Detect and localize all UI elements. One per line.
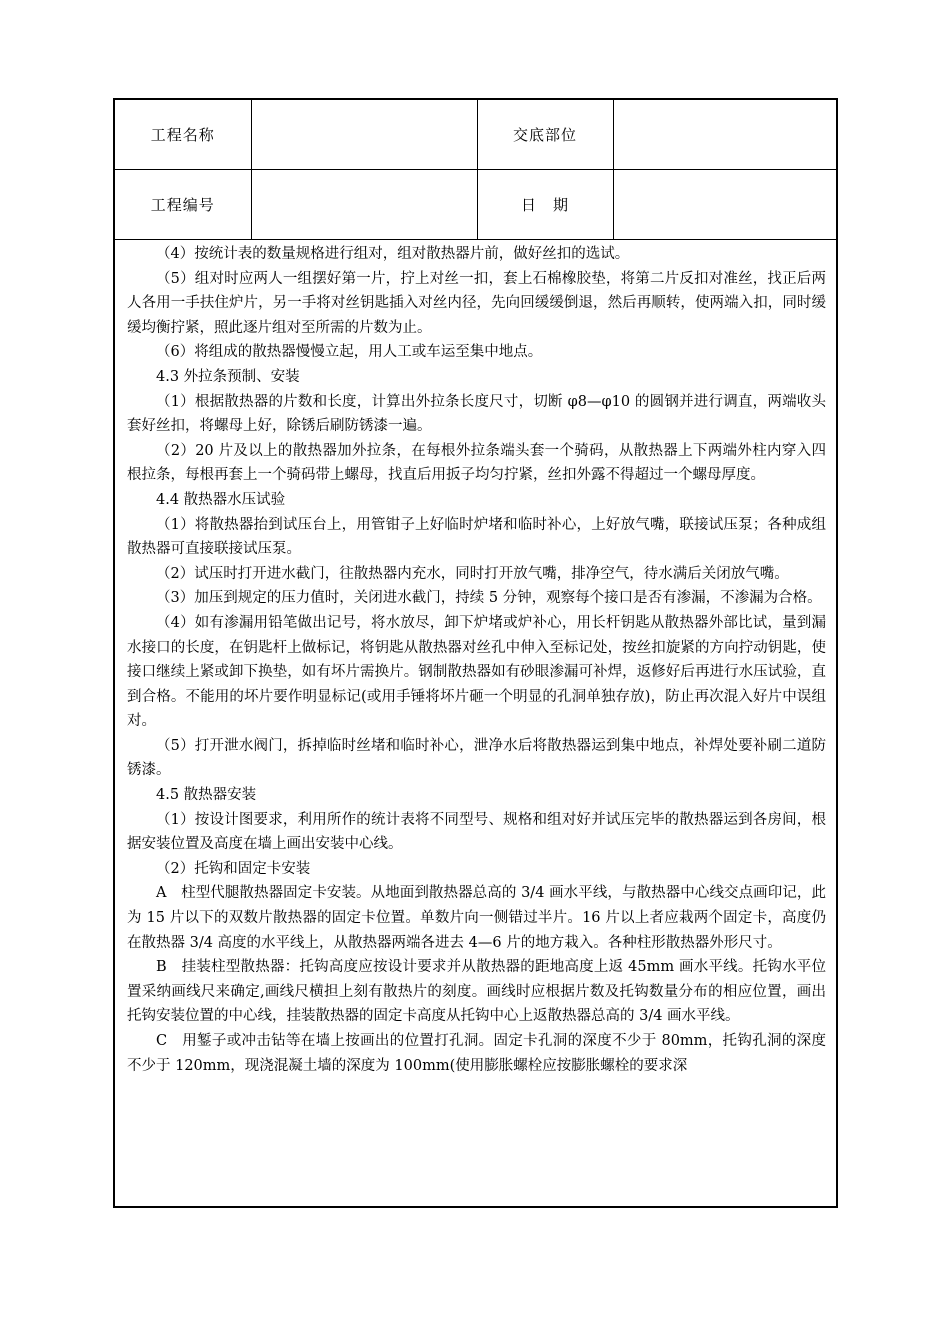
date-label: 日 期 xyxy=(477,170,613,240)
paragraph: C 用錾子或冲击钻等在墙上按画出的位置打孔洞。固定卡孔洞的深度不少于 80mm，托钩孔洞的深度不少于 120mm，现浇混凝土墙的深度为 100mm(使用膨胀螺栓应按膨胀螺栓的要求深 xyxy=(127,1033,826,1074)
paragraph: （1）按设计图要求，利用所作的统计表将不同型号、规格和组对好并试压完毕的散热器运到各房间，根据安装位置及高度在墙上画出安装中心线。 xyxy=(127,811,826,853)
paragraph: （2）试压时打开进水截门，往散热器内充水，同时打开放气嘴，排净空气，待水满后关闭放气嘴。 xyxy=(156,565,789,582)
project-name-value xyxy=(251,100,477,170)
date-value xyxy=(613,170,836,240)
paragraph: A 柱型代腿散热器固定卡安装。从地面到散热器总高的 3/4 画水平线，与散热器中心线交点画印记，此为 15 片以下的双数片散热器的固定卡位置。单数片向一侧错过半片。16 片以上者应栽两个固定卡，高度仍在散热器 3/4 高度的水平线上，从散热器两端各进去 4—6 片的地方栽入。各种柱形散热器外形尺寸。 xyxy=(127,885,826,951)
paragraph: B 挂装柱型散热器：托钩高度应按设计要求并从散热器的距地高度上返 45mm 画水平线。托钩水平位置采纳画线尺来确定,画线尺横担上刻有散热片的刻度。画线时应根据片数及托钩数量分布的相应位置，画出托钩安装位置的中心线，挂装散热器的固定卡高度从托钩中心上返散热器总高的 3/4 画水平线。 xyxy=(127,959,826,1025)
paragraph: （3）加压到规定的压力值时，关闭进水截门，持续 5 分钟，观察每个接口是否有渗漏，不渗漏为合格。 xyxy=(156,590,822,607)
project-name-label: 工程名称 xyxy=(115,100,251,170)
header-row-2 xyxy=(115,170,836,240)
project-no-label: 工程编号 xyxy=(115,170,251,240)
paragraph: （1）将散热器抬到试压台上，用管钳子上好临时炉堵和临时补心，上好放气嘴，联接试压泵；各种成组散热器可直接联接试压泵。 xyxy=(127,516,826,558)
paragraph: （5）组对时应两人一组摆好第一片，拧上对丝一扣，套上石棉橡胶垫，将第二片反扣对准丝，找正后两人各用一手扶住炉片，另一手将对丝钥匙插入对丝内径，先向回缓缓倒退，然后再顺转，使两端入扣，同时缓缓均衡拧紧，照此逐片组对至所需的片数为止。 xyxy=(127,270,826,336)
disclosure-sheet xyxy=(113,98,838,1208)
handover-part-label: 交底部位 xyxy=(477,100,613,170)
paragraph: （4）如有渗漏用铅笔做出记号，将水放尽，卸下炉堵或炉补心，用长杆钥匙从散热器外部比试，量到漏水接口的长度，在钥匙杆上做标记，将钥匙从散热器对丝孔中伸入至标记处，按丝扣旋紧的方向拧动钥匙，使接口继续上紧或卸下换垫，如有坏片需换片。钢制散热器如有砂眼渗漏可补焊，返修好后再进行水压试验，直到合格。不能用的坏片要作明显标记(或用手锤将坏片砸一个明显的孔洞单独存放)，防止再次混入好片中误组对。 xyxy=(127,614,826,730)
project-no-value xyxy=(251,170,477,240)
section-heading: 4.5 散热器安装 xyxy=(156,787,257,804)
handover-part-value xyxy=(613,100,836,170)
paragraph: （2）20 片及以上的散热器加外拉条，在每根外拉条端头套一个骑码，从散热器上下两端外柱内穿入四根拉条，每根再套上一个骑码带上螺母，找直后用扳子均匀拧紧，丝扣外露不得超过一个螺母厚度。 xyxy=(127,442,826,484)
paragraph: （5）打开泄水阀门，拆掉临时丝堵和临时补心，泄净水后将散热器运到集中地点，补焊处要补刷二道防锈漆。 xyxy=(127,737,826,779)
paragraph: （2）托钩和固定卡安装 xyxy=(156,860,311,877)
disclosure-content xyxy=(115,240,836,1078)
section-heading: 4.3 外拉条预制、安装 xyxy=(156,368,300,385)
section-heading: 4.4 散热器水压试验 xyxy=(156,491,286,508)
paragraph: （1）根据散热器的片数和长度，计算出外拉条长度尺寸，切断 φ8—φ10 的圆钢并进行调直，两端收头套好丝扣，将螺母上好，除锈后刷防锈漆一遍。 xyxy=(127,393,826,435)
header-table xyxy=(115,100,836,240)
paragraph: （6）将组成的散热器慢慢立起，用人工或车运至集中地点。 xyxy=(156,344,543,361)
paragraph: （4）按统计表的数量规格进行组对，组对散热器片前，做好丝扣的选试。 xyxy=(156,246,630,262)
header-row-1 xyxy=(115,100,836,170)
